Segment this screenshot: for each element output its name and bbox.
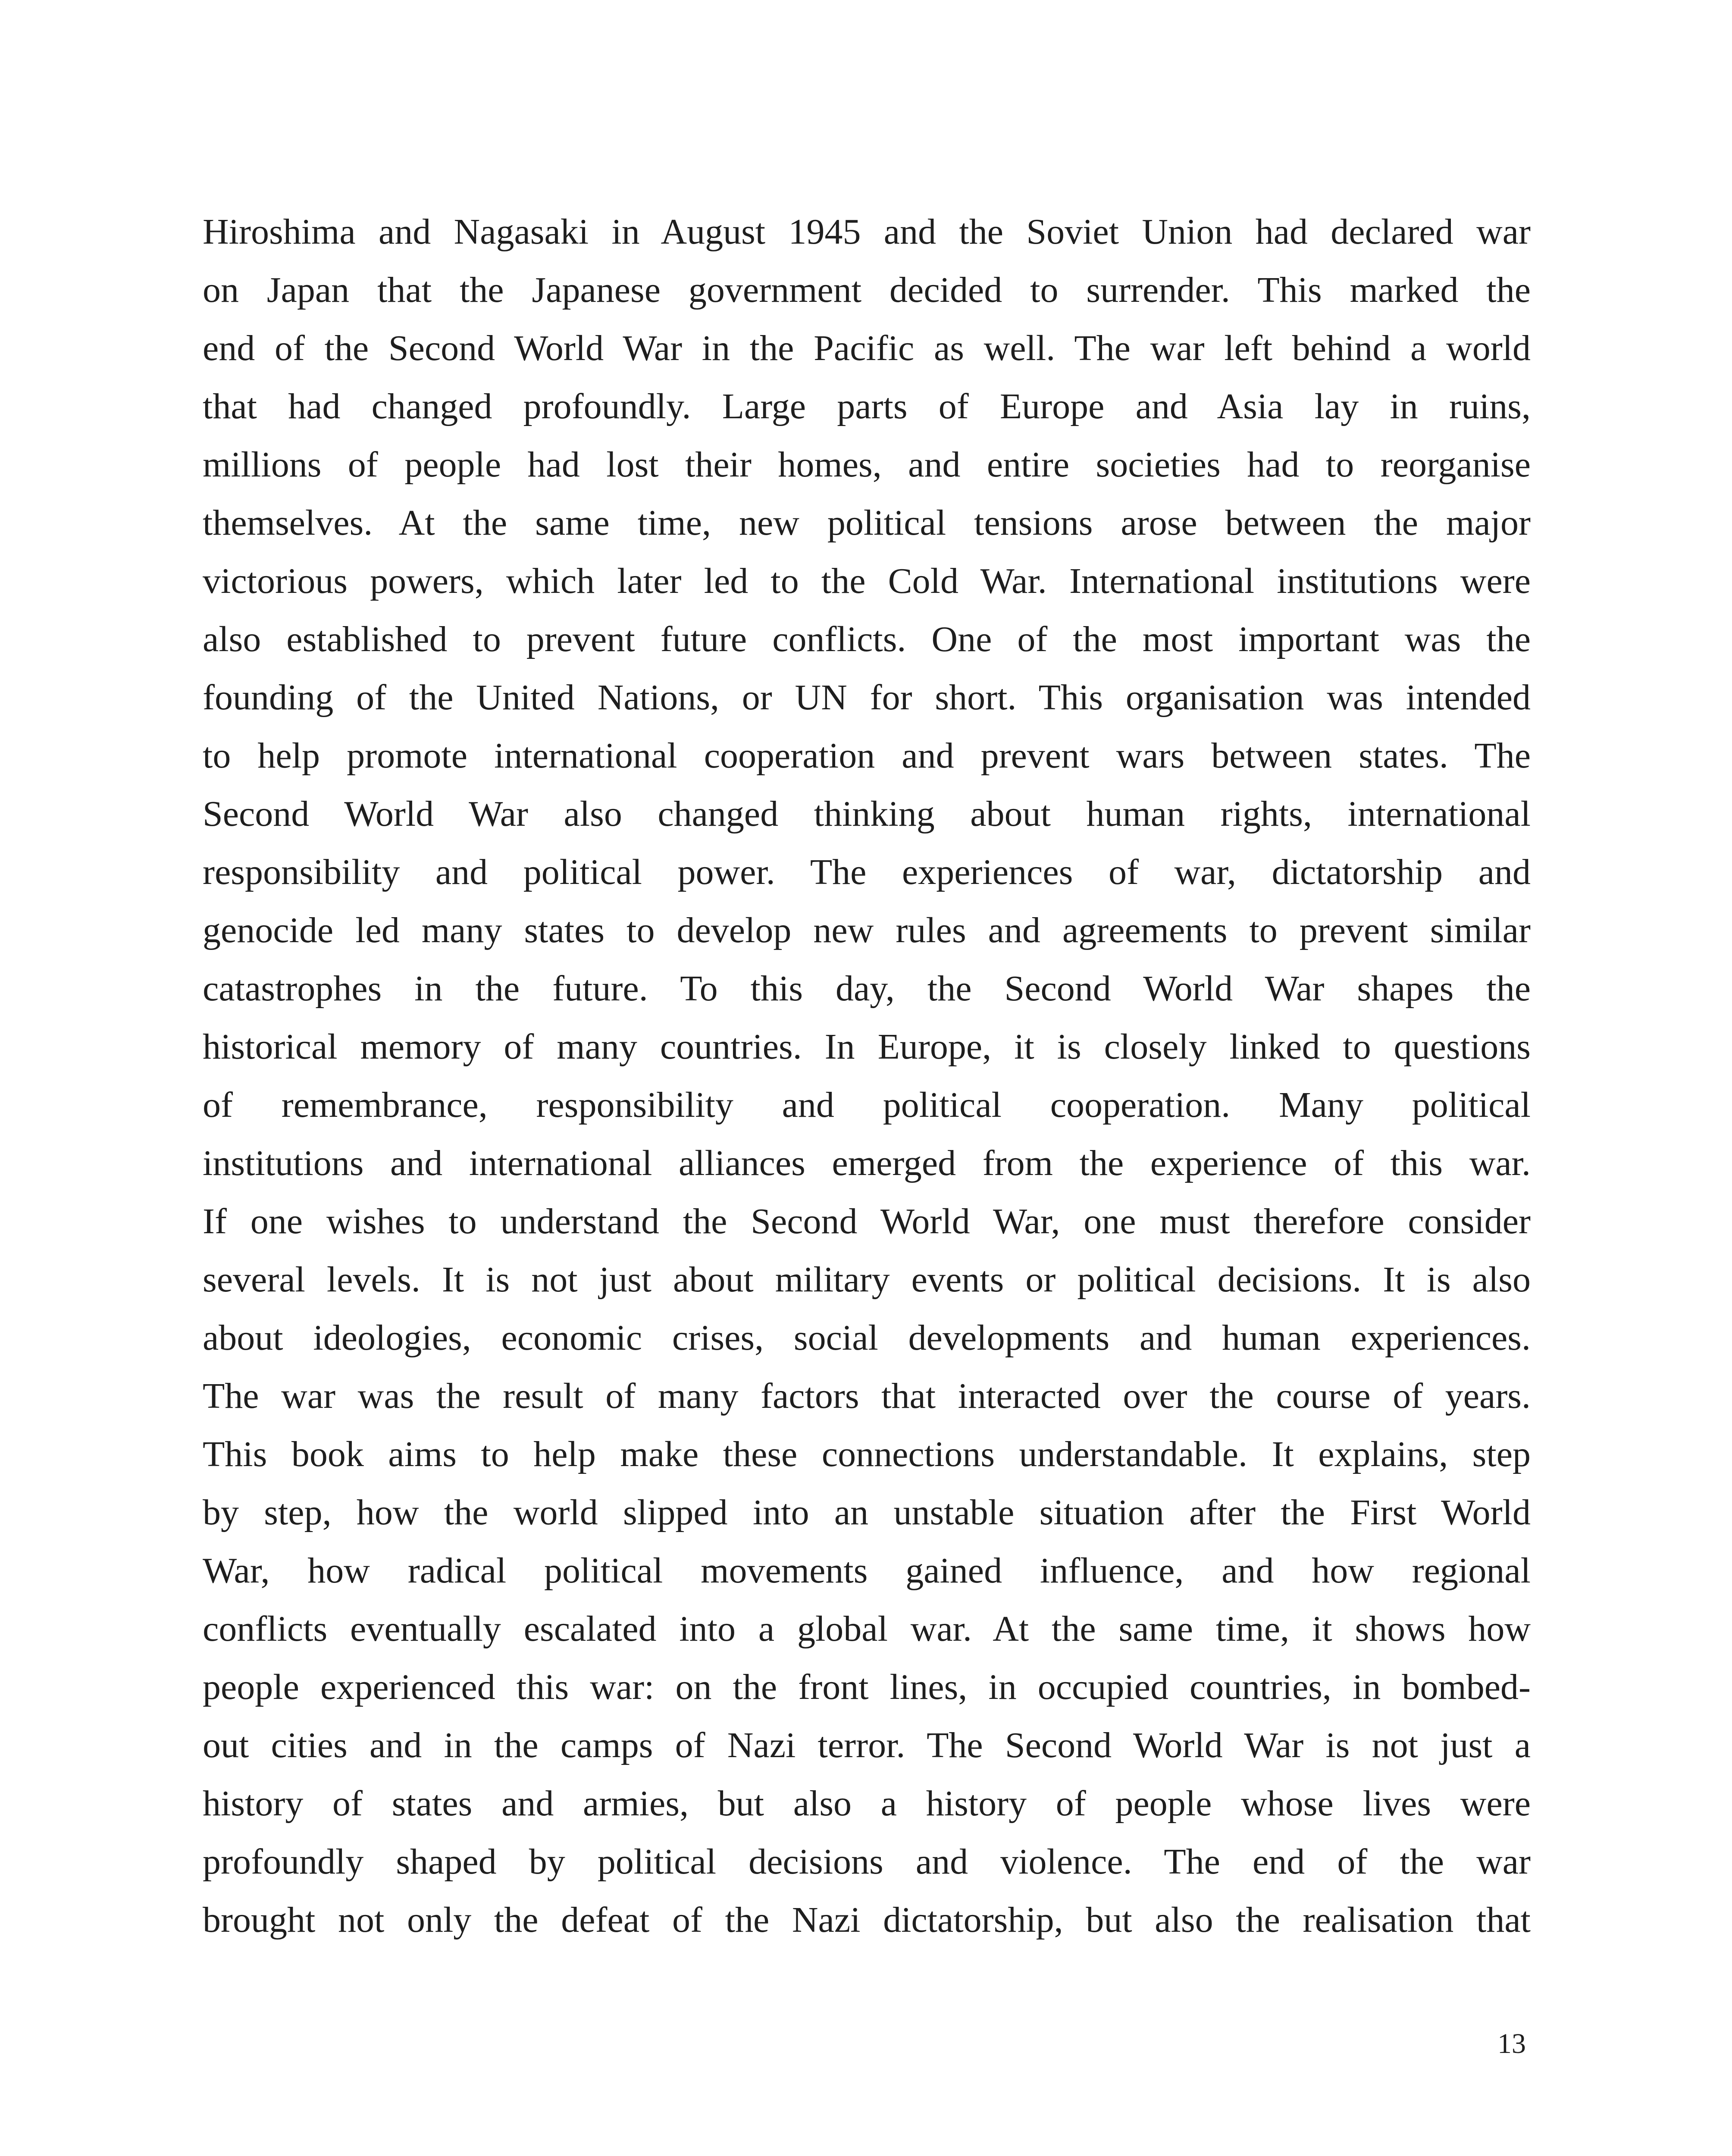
body-paragraph <box>203 203 1531 1949</box>
text-line: victorious powers, which later led to the Cold War. International institutions were <box>203 561 1531 601</box>
text-line: founding of the United Nations, or UN for short. This organisation was intended <box>203 677 1531 718</box>
text-line: several levels. It is not just about military events or political decisions. It is also <box>203 1260 1531 1300</box>
text-line: brought not only the defeat of the Nazi dictatorship, but also the realisation that <box>203 1900 1531 1940</box>
text-line: people experienced this war: on the front lines, in occupied countries, in bombed- <box>203 1667 1531 1707</box>
text-line: genocide led many states to develop new rules and agreements to prevent similar <box>203 910 1531 950</box>
text-line: Hiroshima and Nagasaki in August 1945 and the Soviet Union had declared war <box>203 212 1531 252</box>
text-line: history of states and armies, but also a history of people whose lives were <box>203 1783 1531 1824</box>
text-line: Second World War also changed thinking about human rights, international <box>203 794 1531 834</box>
text-line: catastrophes in the future. To this day, the Second World War shapes the <box>203 968 1531 1009</box>
text-line: The war was the result of many factors that interacted over the course of years. <box>203 1376 1531 1416</box>
text-line: about ideologies, economic crises, social developments and human experiences. <box>203 1318 1531 1358</box>
text-line: end of the Second World War in the Pacific as well. The war left behind a world <box>203 328 1531 368</box>
text-line: If one wishes to understand the Second World War, one must therefore consider <box>203 1201 1531 1241</box>
text-line: on Japan that the Japanese government decided to surrender. This marked the <box>203 270 1531 310</box>
text-line: profoundly shaped by political decisions and violence. The end of the war <box>203 1842 1531 1882</box>
text-line: by step, how the world slipped into an unstable situation after the First World <box>203 1492 1531 1532</box>
text-line: institutions and international alliances emerged from the experience of this war. <box>203 1143 1531 1183</box>
text-line: to help promote international cooperation and prevent wars between states. The <box>203 736 1531 776</box>
text-line: responsibility and political power. The experiences of war, dictatorship and <box>203 852 1531 892</box>
text-line: that had changed profoundly. Large parts of Europe and Asia lay in ruins, <box>203 386 1531 426</box>
text-line: This book aims to help make these connections understandable. It explains, step <box>203 1434 1531 1474</box>
text-line: millions of people had lost their homes, and entire societies had to reorganise <box>203 445 1531 485</box>
text-line: out cities and in the camps of Nazi terror. The Second World War is not just a <box>203 1725 1531 1765</box>
text-line: also established to prevent future conflicts. One of the most important was the <box>203 619 1531 659</box>
text-line: of remembrance, responsibility and political cooperation. Many political <box>203 1085 1531 1125</box>
page-number: 13 <box>1497 2028 1526 2059</box>
text-line: conflicts eventually escalated into a global war. At the same time, it shows how <box>203 1609 1531 1649</box>
text-line: historical memory of many countries. In Europe, it is closely linked to questions <box>203 1027 1531 1067</box>
text-line: War, how radical political movements gained influence, and how regional <box>203 1551 1531 1591</box>
text-line: themselves. At the same time, new political tensions arose between the major <box>203 503 1531 543</box>
